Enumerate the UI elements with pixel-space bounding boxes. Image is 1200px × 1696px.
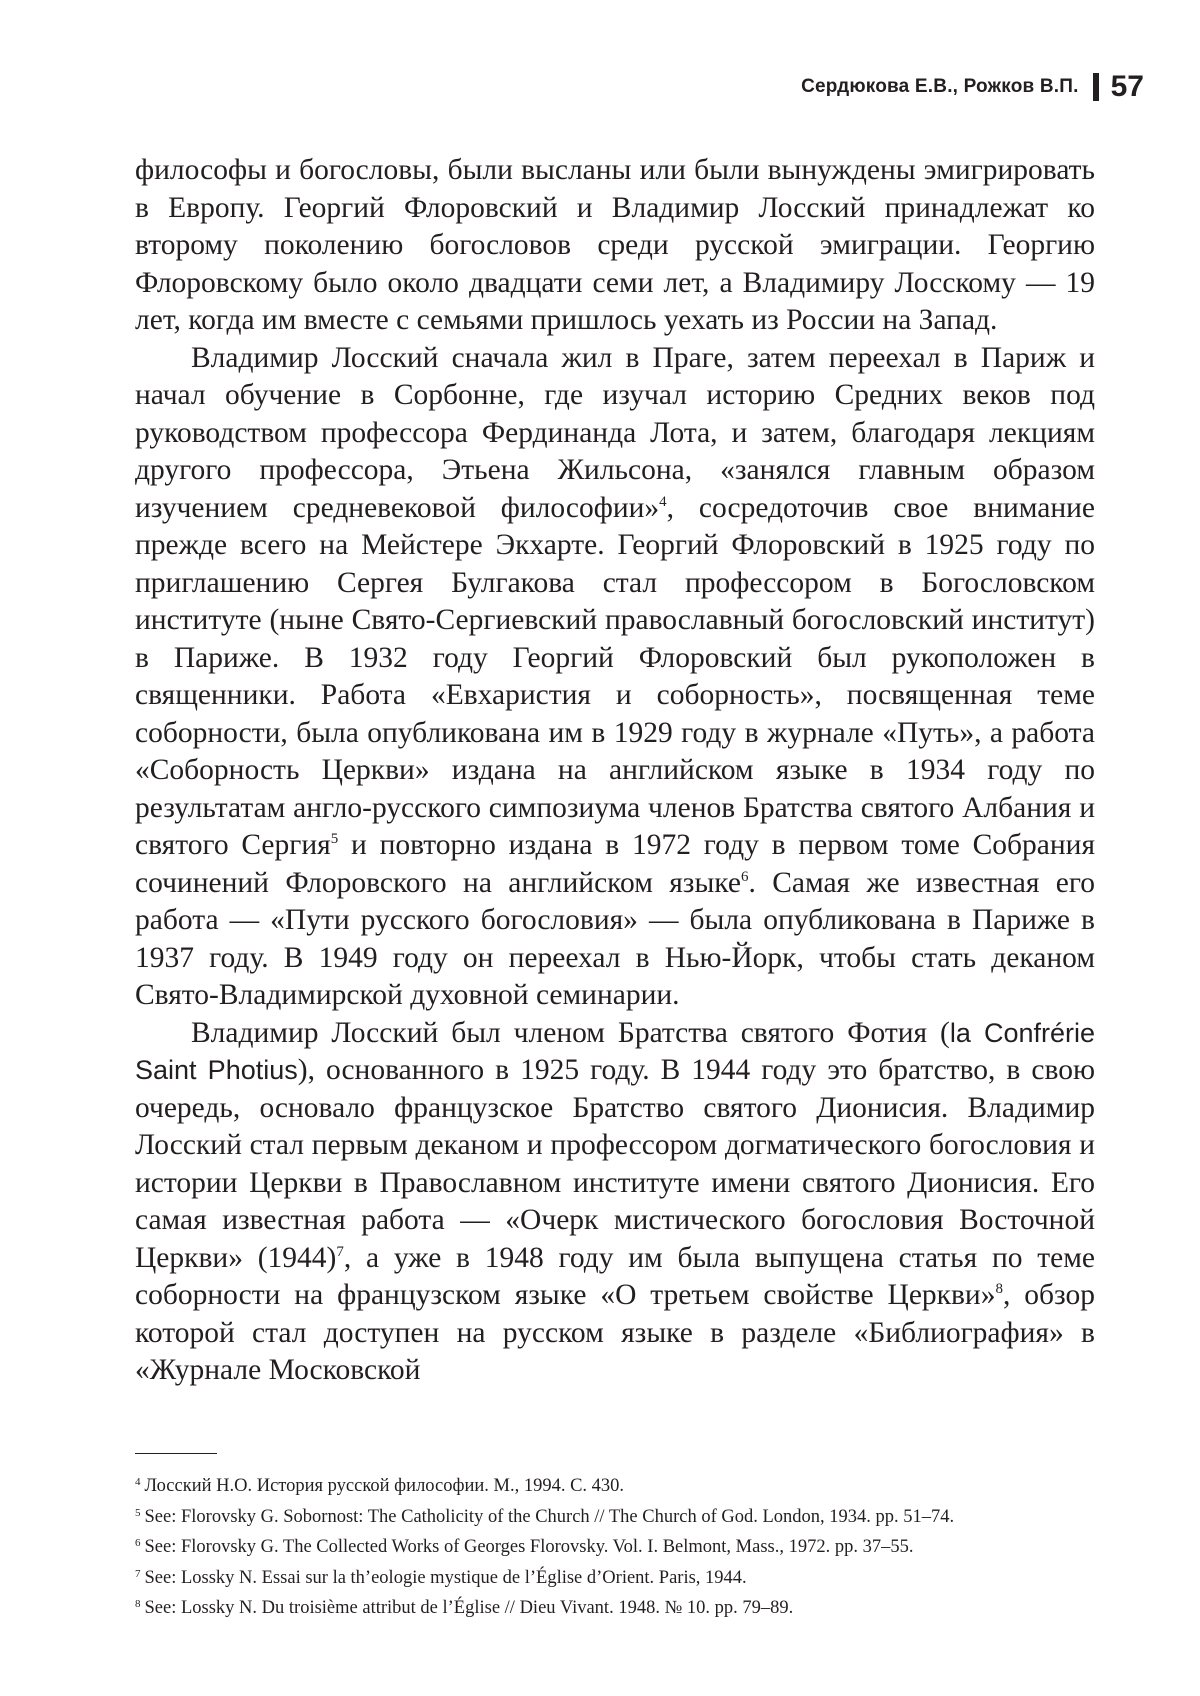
footnote-number: 7 (135, 1567, 141, 1580)
paragraph-3 (135, 1015, 1095, 1390)
paragraph-2-part-d: . Самая же известная его работа — «Пути русского богословия» — была опубликована в Париже в 1937 году. В 1949 году он переехал в Нью-Йорк, чтобы стать деканом Свято-Владимирской духовной семинарии. (135, 866, 1096, 1011)
footnote-ref-8[interactable]: 8 (995, 1281, 1003, 1298)
footnote-ref-4[interactable]: 4 (659, 493, 667, 510)
header-divider (1093, 73, 1099, 101)
footnote-text: Лосский Н.О. История русской философии. М., 1994. С. 430. (144, 1476, 625, 1496)
paragraph-2 (135, 340, 1095, 1015)
paragraph-1: философы и богословы, были высланы или были вынуждены эмигрировать в Европу. Георгий Флоровский и Владимир Лосский принадлежат ко второму поколению богословов среди русской эмиграции. Георгию Флоровскому было около двадцати семи лет, а Владимиру Лосскому — 19 лет, когда им вместе с семьями пришлось уехать из России на Запад. (135, 154, 1095, 336)
footnote-ref-7[interactable]: 7 (336, 1243, 344, 1260)
footnote-number: 8 (135, 1598, 141, 1610)
footnote-ref-5[interactable]: 5 (330, 831, 339, 848)
footnote-ref-6[interactable]: 6 (740, 868, 749, 885)
paragraph-3-part-d: , обзор которой стал доступен на русском языке в разделе «Библиография» в «Журнале Московской (135, 1279, 1095, 1386)
paragraph-2-part-a: Владимир Лосский сначала жил в Праге, затем переехал в Париж и начал обучение в Сорбонне, где изучал историю Средних веков под руководством профессора Фердинанда Лота, и затем, благодаря лекциям другого профессора, Этьена Жильсона, «занялся главным образом изучением средневековой философии» (135, 341, 1095, 524)
footnote-8 (135, 1591, 1095, 1622)
paragraph-2-part-c: и повторно издана в 1972 году в первом томе Собрания сочинений Флоровского на английском языке (135, 829, 1096, 899)
footnote-text: See: Florovsky G. Sobornost: The Catholicity of the Church // The Church of God. London, 1934. pp. 51–74. (144, 1506, 955, 1527)
paragraph-2-part-b: , сосредоточив свое внимание прежде всего на Мейстере Экхарте. Георгий Флоровский в 1925 году по приглашению Сергея Булгакова стал профессором в Богословском институте (ныне Свято-Сергиевский православный богословский институт) в Париже. В 1932 году Георгий Флоровский был рукоположен в священники. Работа «Евхаристия и соборность», посвященная теме соборности, была опубликована им в 1929 году в журнале «Путь», а работа «Соборность Церкви» издана на английском языке в 1934 году по результатам англо-русского симпозиума членов Братства святого Албания и святого Сергия (135, 491, 1095, 861)
latin-phrase: la Confrérie Saint Photius (135, 1017, 1096, 1085)
paragraph-3-part-c: , а уже в 1948 году им была выпущена статья по теме соборности на французском языке «О третьем свойстве Церкви» (135, 1241, 1095, 1311)
footnote-number: 6 (135, 1537, 141, 1549)
footnote-text: See: Florovsky G. The Collected Works of Georges Florovsky. Vol. I. Belmont, Mass., 1972. pp. 37–55. (144, 1537, 914, 1557)
footnote-number: 5 (135, 1506, 141, 1519)
footnote-5 (135, 1500, 1095, 1531)
body-text (135, 152, 1095, 1390)
header-authors: Сердюкова Е.В., Рожков В.П. (801, 76, 1079, 97)
footnote-text: See: Lossky N. Essai sur la th’eologie mystique de l’Église d’Orient. Paris, 1944. (144, 1567, 747, 1588)
footnote-4 (135, 1469, 1095, 1500)
paragraph-3-part-b: ), основанного в 1925 году. В 1944 году это братство, в свою очередь, основало французское Братство святого Дионисия. Владимир Лосский стал первым деканом и профессором догматического богословия и истории Церкви в Православном институте имени святого Дионисия. Его самая известная работа — «Очерк мистического богословия Восточной Церкви» (1944) (135, 1054, 1095, 1274)
footnotes (135, 1469, 1095, 1622)
running-header (801, 70, 1144, 104)
page-number: 57 (1110, 70, 1144, 103)
footnote-text: See: Lossky N. Du troisième attribut de l’Église // Dieu Vivant. 1948. № 10. pp. 79–89. (144, 1598, 794, 1618)
paragraph-3-part-a: Владимир Лосский был членом Братства святого Фотия ( (191, 1016, 950, 1049)
footnote-6 (135, 1530, 1095, 1561)
footnote-separator (135, 1453, 217, 1454)
footnote-7 (135, 1561, 1095, 1592)
footnote-number: 4 (135, 1476, 141, 1488)
